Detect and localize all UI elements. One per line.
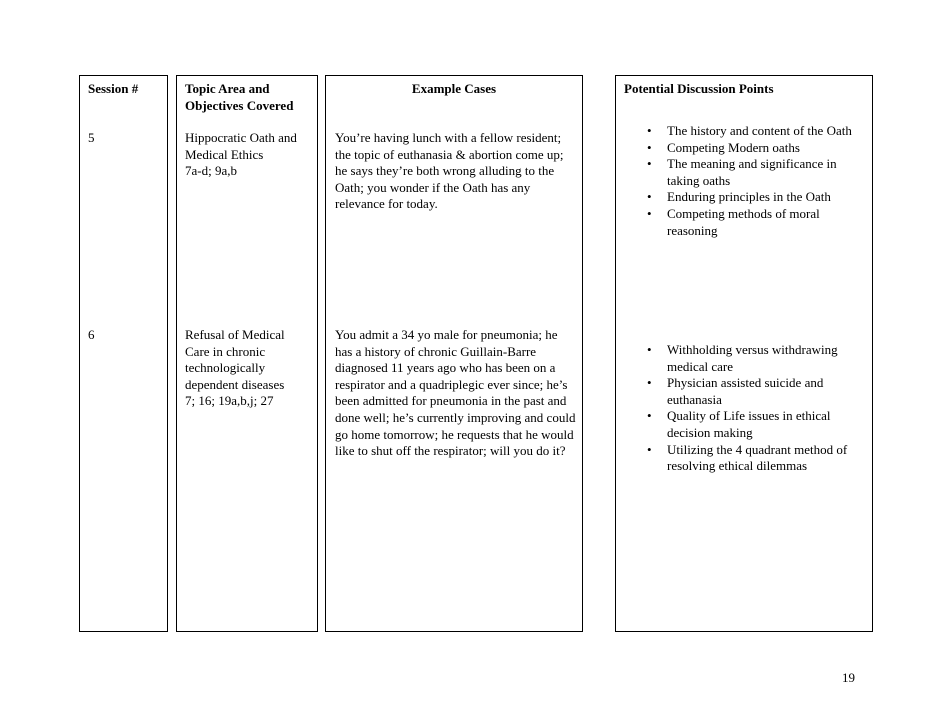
list-item: • Physician assisted suicide and euthanasia — [617, 375, 862, 408]
topic-cell — [185, 130, 317, 180]
list-item: • Utilizing the 4 quadrant method of resolving ethical dilemmas — [617, 442, 862, 475]
cases-header: Example Cases — [411, 81, 497, 96]
topic-objectives: 7a-d; 9a,b — [185, 163, 237, 179]
session-number-5: 5 — [88, 130, 95, 145]
page-number: 19 — [842, 670, 855, 685]
list-item: • Quality of Life issues in ethical decision making — [617, 408, 862, 441]
topic-header: Topic Area and Objectives Covered — [185, 81, 294, 113]
topic-objectives: 7; 16; 19a,b,j; 27 — [185, 393, 274, 409]
list-item: • Withholding versus withdrawing medical care — [617, 342, 862, 375]
discussion-points-list — [617, 123, 862, 239]
topic-title: Hippocratic Oath and Medical Ethics — [185, 130, 297, 162]
example-case: You’re having lunch with a fellow resident; the topic of euthanasia & abortion come up; he says they’re both wrong alluding to the Oath; you wonder if the Oath has any relevance for today. — [335, 130, 564, 212]
topic-cell — [185, 327, 310, 410]
session-number-6: 6 — [88, 327, 95, 342]
example-case: You admit a 34 yo male for pneumonia; he has a history of chronic Guillain-Barre diagnosed 11 years ago who has been on a respirator and a quadriplegic ever since; he’s been admitted for pneumonia in the past and done well; he’s currently improving and could go home tomorrow; he requests that he would like to shut off the respirator; will you do it? — [335, 327, 576, 459]
list-item: • The history and content of the Oath — [617, 123, 862, 140]
session-header: Session # — [88, 81, 139, 96]
list-item: • Competing Modern oaths — [617, 140, 862, 157]
session-column-box — [79, 75, 168, 632]
topic-title: Refusal of Medical Care in chronic technologically dependent diseases — [185, 327, 285, 392]
list-item: • The meaning and significance in taking oaths — [617, 156, 862, 189]
points-header: Potential Discussion Points — [624, 81, 774, 96]
list-item: • Competing methods of moral reasoning — [617, 206, 862, 239]
discussion-points-list — [617, 342, 862, 475]
list-item: • Enduring principles in the Oath — [617, 189, 862, 206]
